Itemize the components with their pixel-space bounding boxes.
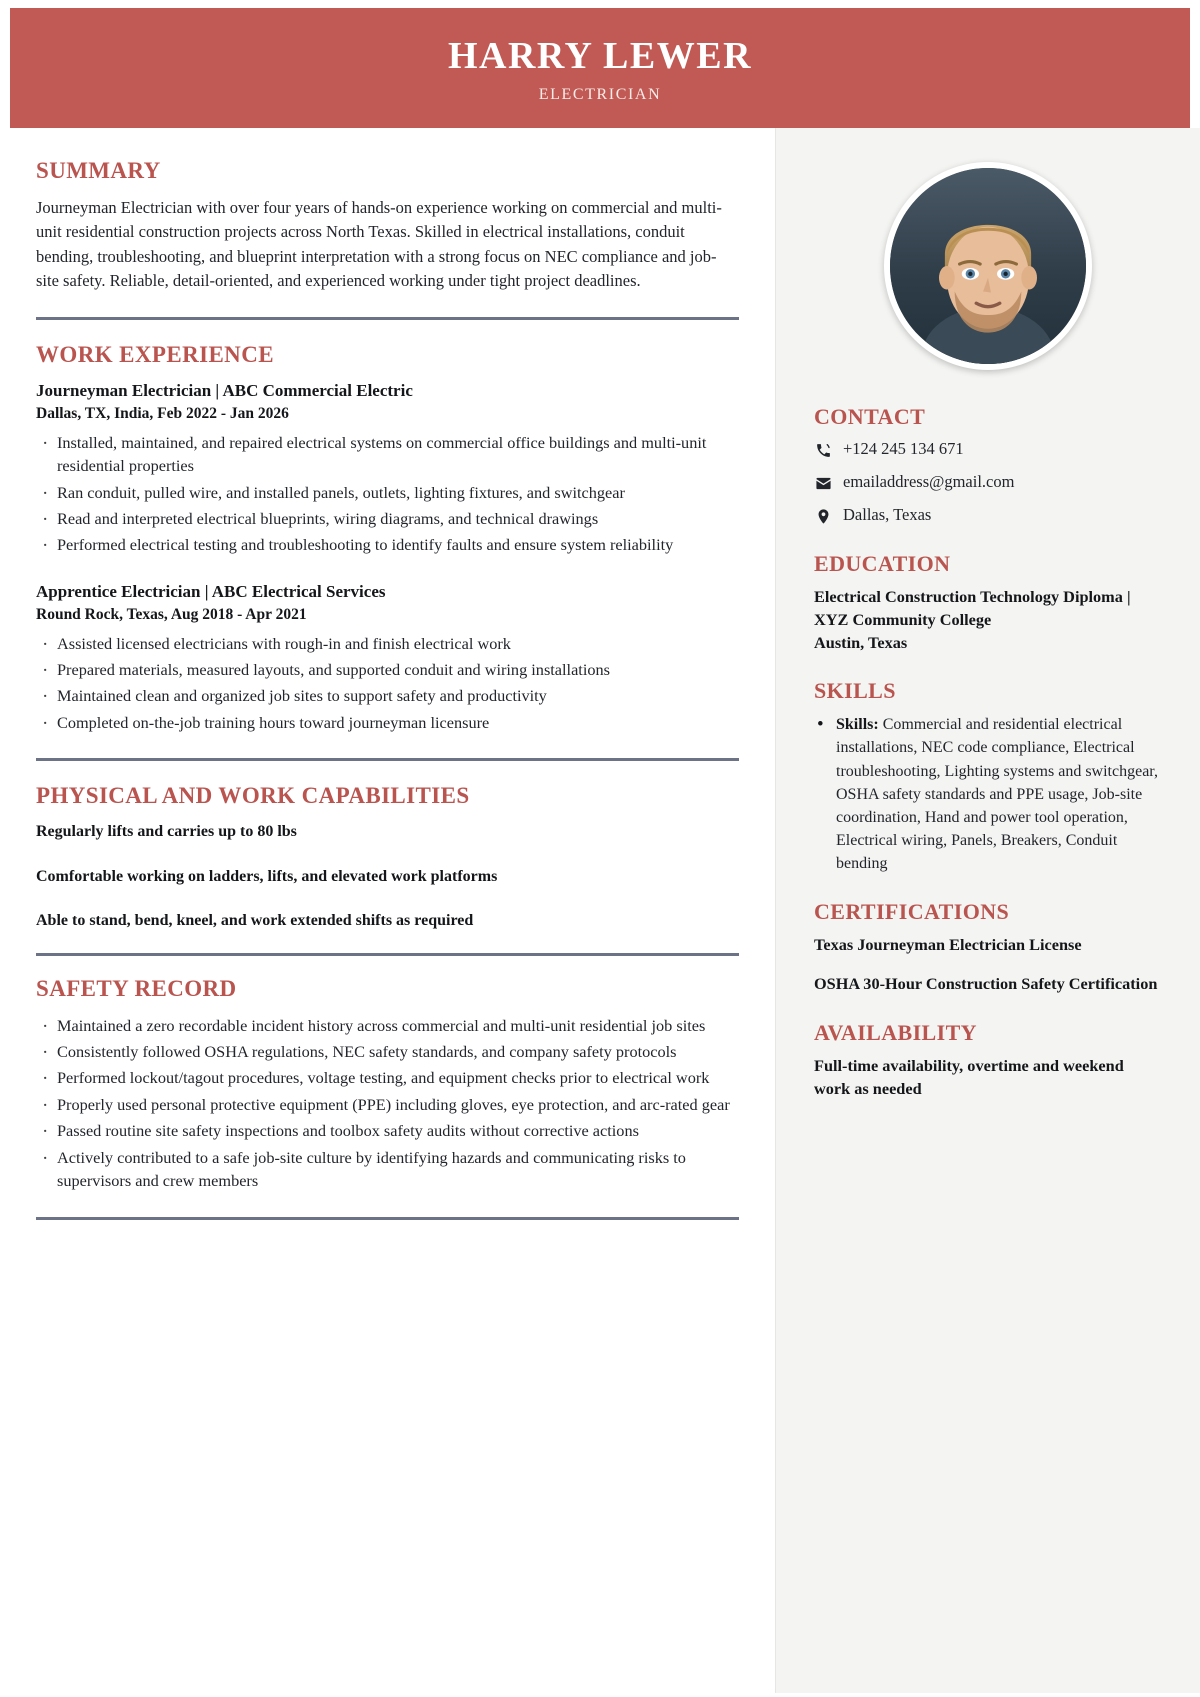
job-title: Apprentice Electrician | ABC Electrical Services xyxy=(36,581,386,601)
resume-body xyxy=(0,128,1200,1693)
section-contact xyxy=(814,404,1162,527)
job-bullet: · Read and interpreted electrical blueprints, wiring diagrams, and technical drawings xyxy=(36,507,739,530)
capability-item: Able to stand, bend, kneel, and work extended shifts as required xyxy=(36,912,474,930)
safety-bullet: · Performed lockout/tagout procedures, voltage testing, and equipment checks prior to electrical work xyxy=(36,1066,739,1089)
location-pin-icon xyxy=(814,506,833,527)
avatar-image xyxy=(890,168,1086,364)
contact-phone-text: +124 245 134 671 xyxy=(843,439,964,458)
contact-heading: CONTACT xyxy=(814,404,926,429)
section-capabilities xyxy=(36,783,739,932)
summary-text: Journeyman Electrician with over four years of hands-on experience working on commercial and multi-unit residential construction projects across North Texas. Skilled in electrical installations, conduit bending, troubleshooting, and blueprint interpretation with a strong focus on NEC compliance and job-site safety. Reliable, detail-oriented, and experienced working under tight project deadlines. xyxy=(36,198,722,290)
job-bullet: · Performed electrical testing and troubleshooting to identify faults and ensure system reliability xyxy=(36,533,739,556)
job-title: Journeyman Electrician | ABC Commercial Electric xyxy=(36,381,413,400)
job-bullet: · Completed on-the-job training hours toward journeyman licensure xyxy=(36,711,739,734)
availability-heading: AVAILABILITY xyxy=(814,1020,977,1046)
certification-item: Texas Journeyman Electrician License xyxy=(814,934,1082,954)
education-degree: Electrical Construction Technology Diploma | XYZ Community College xyxy=(814,587,1131,629)
contact-location-row[interactable] xyxy=(814,505,1162,527)
section-certifications xyxy=(814,899,1162,997)
education-location: Austin, Texas xyxy=(814,632,908,652)
safety-bullet: · Properly used personal protective equipment (PPE) including gloves, eye protection, and arc-rated gear xyxy=(36,1093,739,1116)
availability-text: Full-time availability, overtime and weekend work as needed xyxy=(814,1056,1124,1099)
skills-list xyxy=(814,713,1162,874)
safety-bullet: · Passed routine site safety inspections and toolbox safety audits without corrective actions xyxy=(36,1119,739,1142)
section-summary xyxy=(36,158,739,293)
contact-location-text: Dallas, Texas xyxy=(843,505,932,524)
safety-bullet: · Actively contributed to a safe job-site culture by identifying hazards and communicating risks to supervisors and crew members xyxy=(36,1146,739,1193)
section-divider xyxy=(36,317,739,320)
main-column xyxy=(0,128,775,1693)
resume-header-banner xyxy=(10,8,1190,128)
job-role-subtitle: ELECTRICIAN xyxy=(538,86,662,104)
job-meta: Dallas, TX, India, Feb 2022 - Jan 2026 xyxy=(36,404,289,422)
safety-bullet: · Consistently followed OSHA regulations, NEC safety standards, and company safety protocols xyxy=(36,1040,739,1063)
certifications-heading: CERTIFICATIONS xyxy=(814,898,1010,924)
section-divider xyxy=(36,758,739,761)
skills-list-item xyxy=(814,713,1162,874)
portrait-illustration-icon xyxy=(890,168,1086,364)
phone-icon xyxy=(814,440,833,461)
capabilities-heading: PHYSICAL AND WORK CAPABILITIES xyxy=(36,783,470,809)
section-skills xyxy=(814,678,1162,874)
job-bullet: · Prepared materials, measured layouts, and supported conduit and wiring installations xyxy=(36,658,739,681)
page-title: HARRY LEWER xyxy=(447,34,753,77)
job-bullet-list xyxy=(36,632,739,735)
job-bullet-list xyxy=(36,431,739,557)
contact-phone-row[interactable] xyxy=(814,439,1162,461)
safety-bullet-list xyxy=(36,1014,739,1193)
contact-email-text: emailaddress@gmail.com xyxy=(843,472,1015,491)
job-entry xyxy=(36,380,739,557)
skills-heading: SKILLS xyxy=(814,678,896,704)
section-safety-record xyxy=(36,976,739,1193)
safety-bullet: · Maintained a zero recordable incident history across commercial and multi-unit residential job sites xyxy=(36,1014,739,1037)
job-bullet: · Installed, maintained, and repaired electrical systems on commercial office buildings and multi-unit residential properties xyxy=(36,431,739,478)
job-bullet: · Assisted licensed electricians with rough-in and finish electrical work xyxy=(36,632,739,655)
skills-label: Skills: xyxy=(836,716,879,734)
envelope-icon xyxy=(814,473,833,494)
work-experience-heading: WORK EXPERIENCE xyxy=(36,342,274,367)
job-bullet: · Ran conduit, pulled wire, and installed panels, outlets, lighting fixtures, and switchgear xyxy=(36,481,739,504)
contact-email-row[interactable] xyxy=(814,472,1162,494)
job-bullet: · Maintained clean and organized job sites to support safety and productivity xyxy=(36,684,739,707)
section-education xyxy=(814,551,1162,654)
capability-item: Regularly lifts and carries up to 80 lbs xyxy=(36,823,297,841)
section-divider xyxy=(36,953,739,956)
section-availability xyxy=(814,1020,1162,1101)
job-meta: Round Rock, Texas, Aug 2018 - Apr 2021 xyxy=(36,605,307,623)
skills-text: Commercial and residential electrical installations, NEC code compliance, Electrical troubleshooting, Lighting systems and switchgear, OSHA safety standards and PPE usage, Job-site coordination, Hand and power tool operation, Electrical wiring, Panels, Breakers, Conduit bending xyxy=(836,716,1158,872)
safety-record-heading: SAFETY RECORD xyxy=(36,975,237,1001)
avatar xyxy=(884,162,1092,370)
summary-heading: SUMMARY xyxy=(36,158,161,183)
certification-item: OSHA 30-Hour Construction Safety Certification xyxy=(814,974,1158,994)
section-work-experience xyxy=(36,342,739,734)
education-heading: EDUCATION xyxy=(814,551,951,576)
job-entry xyxy=(36,581,739,734)
sidebar-column xyxy=(775,128,1200,1693)
section-divider xyxy=(36,1217,739,1220)
capability-item: Comfortable working on ladders, lifts, and elevated work platforms xyxy=(36,867,498,885)
